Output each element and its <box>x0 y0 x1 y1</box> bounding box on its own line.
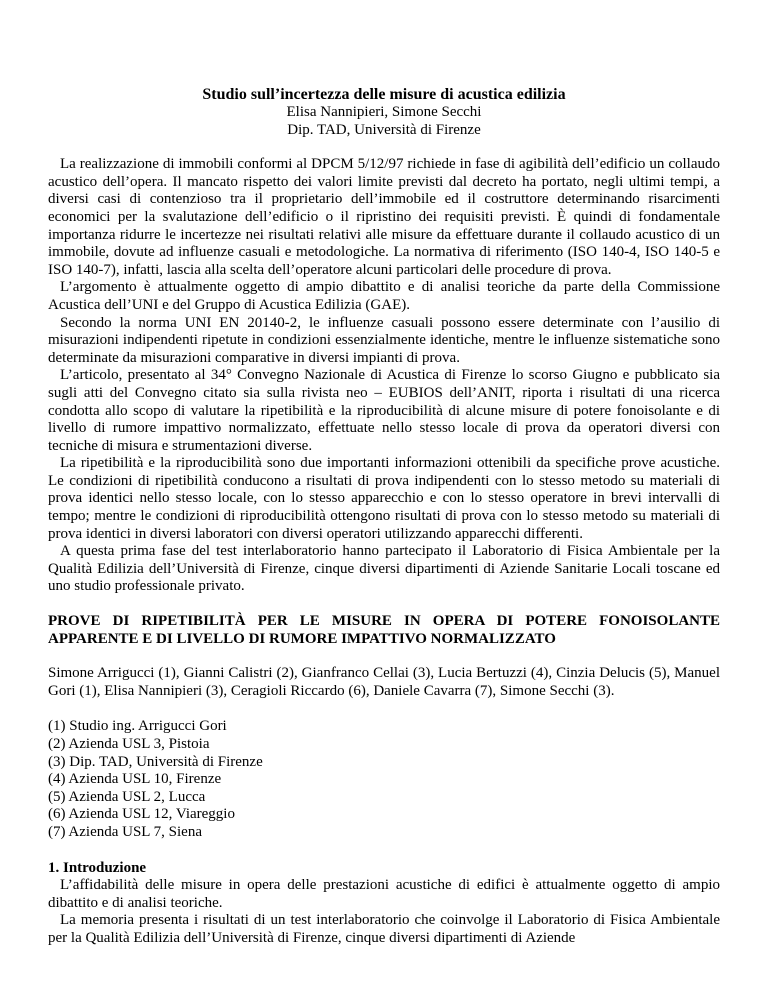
affiliation-item: (4) Azienda USL 10, Firenze <box>48 771 222 788</box>
affiliation-item: (7) Azienda USL 7, Siena <box>48 823 202 840</box>
section-authors: Simone Arrigucci (1), Gianni Calistri (2), Gianfranco Cellai (3), Lucia Bertuzzi (4), Cinzia Delucis (5), Manuel Gori (1), Elisa Nannipieri (3), Ceragioli Riccardo (6), Daniele Cavarra (7), Simone Secchi (3). <box>48 665 720 699</box>
abstract-paragraph: A questa prima fase del test interlaboratorio hanno partecipato il Laboratorio di Fisica Ambientale per la Qualità Edilizia dell’Università di Firenze, cinque diversi dipartimenti di Aziende Sanitarie Locali toscane ed uno studio professionale privato. <box>48 543 720 595</box>
paper-title: Studio sull’incertezza delle misure di acustica edilizia <box>202 86 566 103</box>
abstract-paragraph: La realizzazione di immobili conformi al DPCM 5/12/97 richiede in fase di agibilità dell’edificio un collaudo acustico dell’opera. Il mancato rispetto dei valori limite previsti dal decreto ha portato, negli ultimi tempi, a diversi casi di contenzioso tra il proprietario dell’immobile ed il costruttore determinando risarcimenti economici per la svalutazione dell’edificio o il ripristino dei requisiti previsti. È quindi di fondamentale importanza ridurre le incertezze nei risultati relativi alle misure da effettuare durante il collaudo acustico di un immobile, dovute ad influenze casuali e metodologiche. La normativa di riferimento (ISO 140-4, ISO 140-5 e ISO 140-7), infatti, lascia alla scelta dell’operatore alcuni particolari delle procedure di prova. <box>48 156 720 278</box>
introduction-heading: 1. Introduzione <box>48 859 147 876</box>
paper-affiliation: Dip. TAD, Università di Firenze <box>287 121 481 138</box>
section-heading: PROVE DI RIPETIBILITÀ PER LE MISURE IN OPERA DI POTERE FONOISOLANTE APPARENTE E DI LIVELLO DI RUMORE IMPATTIVO NORMALIZZATO <box>48 613 720 647</box>
abstract-paragraph: L’argomento è attualmente oggetto di ampio dibattito e di analisi teoriche da parte della Commissione Acustica dell’UNI e del Gruppo di Acustica Edilizia (GAE). <box>48 279 720 313</box>
abstract-paragraph: La ripetibilità e la riproducibilità sono due importanti informazioni ottenibili da specifiche prove acustiche. Le condizioni di ripetibilità conducono a risultati di prova indipendenti con lo stesso metodo su materiali di prova identici nello stesso locale, con lo stesso apparecchio e con lo stesso operatore in brevi intervalli di tempo; mentre le condizioni di riproducibilità ottengono risultati di prova con lo stesso metodo su materiali di prova identici in diversi laboratori con diversi operatori utilizzando apparecchi differenti. <box>48 455 720 542</box>
abstract-paragraph: L’articolo, presentato al 34° Convegno Nazionale di Acustica di Firenze lo scorso Giugno e pubblicato sia sugli atti del Convegno citato sia sulla rivista neo – EUBIOS dell’ANIT, riporta i risultati di una ricerca condotta allo scopo di valutare la ripetibilità e la riproducibilità di alcune misure di potere fonoisolante e di livello di rumore impattivo normalizzato, effettuate nello stesso locale di prova da operatori diversi con tecniche di misura e strumentazioni diverse. <box>48 367 720 454</box>
document-page <box>48 86 720 948</box>
affiliation-item: (3) Dip. TAD, Università di Firenze <box>48 753 263 770</box>
abstract-paragraph: Secondo la norma UNI EN 20140-2, le influenze casuali possono essere determinate con l’ausilio di misurazioni indipendenti ripetute in condizioni essenzialmente identiche, mentre le influenze sistematiche sono determinate da misurazioni comparative in diversi impianti di prova. <box>48 314 720 366</box>
affiliation-list <box>48 718 720 841</box>
affiliation-item: (6) Azienda USL 12, Viareggio <box>48 806 235 823</box>
introduction-paragraph: La memoria presenta i risultati di un test interlaboratorio che coinvolge il Laboratorio di Fisica Ambientale per la Qualità Edilizia dell’Università di Firenze, cinque diversi dipartimenti di Aziende <box>48 912 720 946</box>
affiliation-item: (5) Azienda USL 2, Lucca <box>48 788 206 805</box>
affiliation-item: (2) Azienda USL 3, Pistoia <box>48 736 210 752</box>
affiliation-item: (1) Studio ing. Arrigucci Gori <box>48 718 227 735</box>
introduction-paragraph: L’affidabilità delle misure in opera delle prestazioni acustiche di edifici è attualmente oggetto di ampio dibattito e di analisi teoriche. <box>48 877 720 911</box>
paper-authors: Elisa Nannipieri, Simone Secchi <box>286 104 482 120</box>
abstract <box>48 156 720 596</box>
